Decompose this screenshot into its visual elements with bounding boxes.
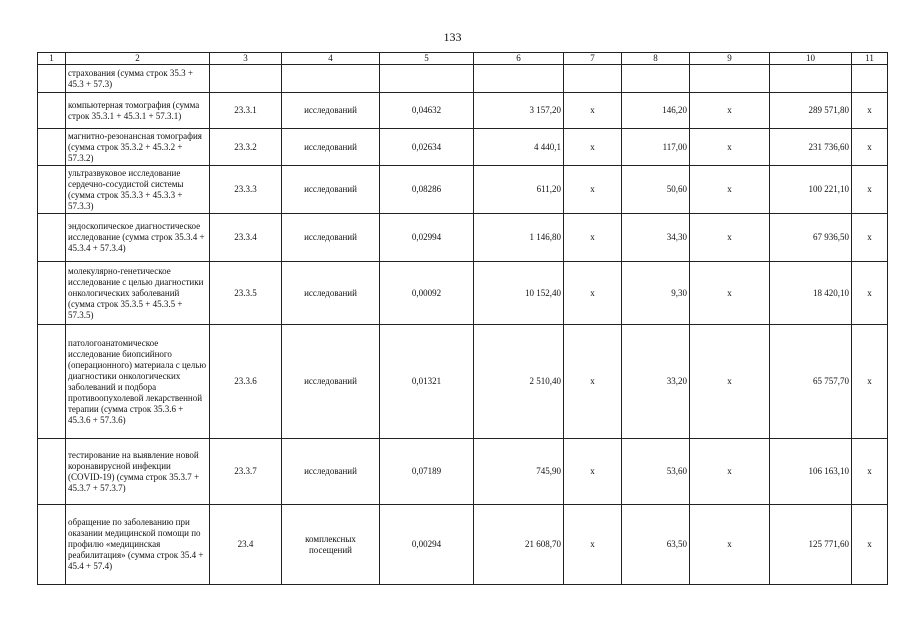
cell-description: патологоанатомическое исследование биопсийного (операционного) материала с целью диагностики онкологических заболеваний и подбора противоопухолевой лекарственной терапии (сумма строк 35.3.6 + 45.3.6 + 57.3.6) — [66, 325, 210, 439]
table-row — [38, 214, 888, 262]
cell-value-col10 — [770, 65, 852, 93]
cell-value-col10: 100 221,10 — [770, 166, 852, 214]
cell-value-col9: х — [690, 262, 770, 325]
cell-value-col6: 2 510,40 — [474, 325, 564, 439]
cell-value-col5: 0,04632 — [380, 93, 474, 129]
cell-blank — [38, 93, 66, 129]
cell-value-col10: 65 757,70 — [770, 325, 852, 439]
cell-value-col11 — [852, 65, 888, 93]
header-cell: 9 — [690, 53, 770, 65]
cell-blank — [38, 129, 66, 166]
cell-value-col5: 0,01321 — [380, 325, 474, 439]
cell-value-col11: х — [852, 129, 888, 166]
header-cell: 10 — [770, 53, 852, 65]
cell-blank — [38, 65, 66, 93]
cell-unit: комплексных посещений — [282, 505, 380, 585]
cell-value-col10: 18 420,10 — [770, 262, 852, 325]
header-cell: 3 — [210, 53, 282, 65]
cell-value-col9: х — [690, 505, 770, 585]
cell-value-col7: х — [564, 505, 622, 585]
cell-value-col10: 67 936,50 — [770, 214, 852, 262]
cell-blank — [38, 325, 66, 439]
cell-row-code: 23.3.1 — [210, 93, 282, 129]
cell-blank — [38, 166, 66, 214]
cell-value-col8: 50,60 — [622, 166, 690, 214]
cell-value-col6 — [474, 65, 564, 93]
cell-value-col6: 1 146,80 — [474, 214, 564, 262]
cell-description: обращение по заболеванию при оказании медицинской помощи по профилю «медицинская реабилитация» (сумма строк 35.4 + 45.4 + 57.4) — [66, 505, 210, 585]
cell-blank — [38, 439, 66, 505]
cell-row-code: 23.3.7 — [210, 439, 282, 505]
cell-value-col8: 117,00 — [622, 129, 690, 166]
cell-value-col7: х — [564, 439, 622, 505]
cell-value-col5: 0,07189 — [380, 439, 474, 505]
cell-value-col8: 34,30 — [622, 214, 690, 262]
data-table — [37, 52, 888, 585]
table-row — [38, 65, 888, 93]
header-cell: 2 — [66, 53, 210, 65]
cell-value-col6: 4 440,1 — [474, 129, 564, 166]
cell-description: страхования (сумма строк 35.3 + 45.3 + 57.3) — [66, 65, 210, 93]
cell-value-col9: х — [690, 325, 770, 439]
header-cell: 5 — [380, 53, 474, 65]
cell-value-col11: х — [852, 166, 888, 214]
cell-row-code: 23.3.6 — [210, 325, 282, 439]
cell-unit: исследований — [282, 439, 380, 505]
cell-row-code — [210, 65, 282, 93]
cell-unit — [282, 65, 380, 93]
cell-value-col11: х — [852, 93, 888, 129]
cell-value-col6: 3 157,20 — [474, 93, 564, 129]
cell-unit: исследований — [282, 93, 380, 129]
cell-value-col7: х — [564, 214, 622, 262]
cell-value-col10: 106 163,10 — [770, 439, 852, 505]
cell-description: компьютерная томография (сумма строк 35.3.1 + 45.3.1 + 57.3.1) — [66, 93, 210, 129]
cell-value-col10: 125 771,60 — [770, 505, 852, 585]
cell-value-col6: 10 152,40 — [474, 262, 564, 325]
cell-value-col5 — [380, 65, 474, 93]
cell-unit: исследований — [282, 129, 380, 166]
cell-value-col7: х — [564, 166, 622, 214]
cell-value-col7: х — [564, 262, 622, 325]
cell-value-col11: х — [852, 325, 888, 439]
cell-value-col9: х — [690, 93, 770, 129]
cell-unit: исследований — [282, 262, 380, 325]
cell-value-col10: 231 736,60 — [770, 129, 852, 166]
cell-row-code: 23.3.4 — [210, 214, 282, 262]
cell-value-col5: 0,02634 — [380, 129, 474, 166]
page-number: 133 — [443, 30, 462, 44]
cell-description: эндоскопическое диагностическое исследование (сумма строк 35.3.4 + 45.3.4 + 57.3.4) — [66, 214, 210, 262]
cell-value-col9: х — [690, 129, 770, 166]
cell-value-col9: х — [690, 439, 770, 505]
header-cell: 4 — [282, 53, 380, 65]
cell-value-col10: 289 571,80 — [770, 93, 852, 129]
cell-blank — [38, 505, 66, 585]
cell-description: тестирование на выявление новой коронавирусной инфекции (COVID-19) (сумма строк 35.3.7 + 45.3.7 + 57.3.7) — [66, 439, 210, 505]
cell-row-code: 23.3.2 — [210, 129, 282, 166]
table-row — [38, 439, 888, 505]
table-row — [38, 93, 888, 129]
cell-unit: исследований — [282, 166, 380, 214]
cell-value-col11: х — [852, 439, 888, 505]
table-row — [38, 166, 888, 214]
cell-description: молекулярно-генетическое исследование с целью диагностики онкологических заболеваний (сумма строк 35.3.5 + 45.3.5 + 57.3.5) — [66, 262, 210, 325]
cell-value-col5: 0,00092 — [380, 262, 474, 325]
cell-value-col8: 63,50 — [622, 505, 690, 585]
cell-value-col6: 745,90 — [474, 439, 564, 505]
header-cell: 11 — [852, 53, 888, 65]
table-row — [38, 129, 888, 166]
cell-value-col5: 0,08286 — [380, 166, 474, 214]
cell-blank — [38, 262, 66, 325]
cell-value-col5: 0,00294 — [380, 505, 474, 585]
table-row — [38, 325, 888, 439]
cell-value-col8: 9,30 — [622, 262, 690, 325]
cell-unit: исследований — [282, 325, 380, 439]
header-cell: 6 — [474, 53, 564, 65]
cell-value-col9: х — [690, 214, 770, 262]
cell-value-col11: х — [852, 505, 888, 585]
cell-value-col8: 53,60 — [622, 439, 690, 505]
header-cell: 8 — [622, 53, 690, 65]
cell-row-code: 23.4 — [210, 505, 282, 585]
cell-value-col6: 611,20 — [474, 166, 564, 214]
cell-value-col9 — [690, 65, 770, 93]
cell-value-col7: х — [564, 93, 622, 129]
cell-row-code: 23.3.5 — [210, 262, 282, 325]
cell-value-col7 — [564, 65, 622, 93]
cell-row-code: 23.3.3 — [210, 166, 282, 214]
cell-value-col7: х — [564, 325, 622, 439]
cell-value-col6: 21 608,70 — [474, 505, 564, 585]
cell-value-col11: х — [852, 262, 888, 325]
cell-value-col8 — [622, 65, 690, 93]
header-cell: 1 — [38, 53, 66, 65]
cell-description: магнитно-резонансная томография (сумма строк 35.3.2 + 45.3.2 + 57.3.2) — [66, 129, 210, 166]
cell-value-col8: 146,20 — [622, 93, 690, 129]
cell-value-col5: 0,02994 — [380, 214, 474, 262]
header-row — [38, 53, 888, 65]
table-row — [38, 505, 888, 585]
cell-blank — [38, 214, 66, 262]
cell-value-col8: 33,20 — [622, 325, 690, 439]
cell-value-col7: х — [564, 129, 622, 166]
table-row — [38, 262, 888, 325]
header-cell: 7 — [564, 53, 622, 65]
cell-unit: исследований — [282, 214, 380, 262]
cell-value-col11: х — [852, 214, 888, 262]
cell-value-col9: х — [690, 166, 770, 214]
cell-description: ультразвуковое исследование сердечно-сосудистой системы (сумма строк 35.3.3 + 45.3.3 + 57.3.3) — [66, 166, 210, 214]
